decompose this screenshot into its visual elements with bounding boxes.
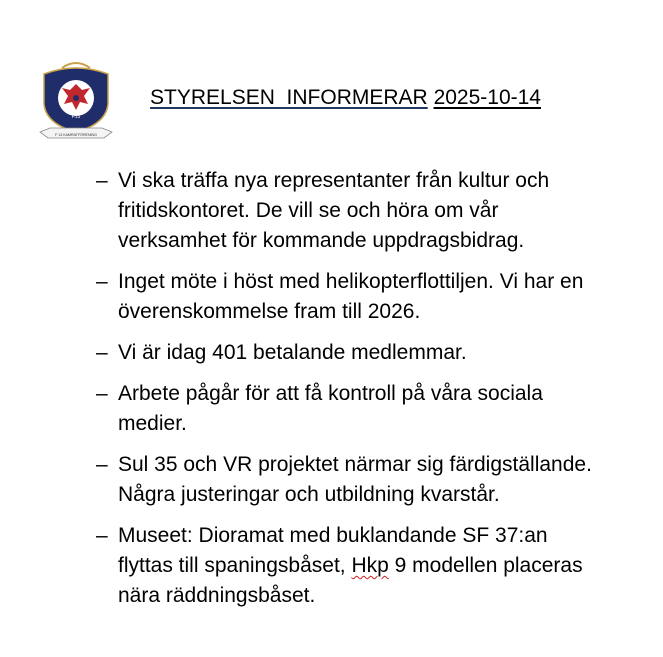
- club-crest-logo: [38, 58, 114, 144]
- bullet-dash: –: [96, 524, 108, 547]
- crest-banner-text: F 13 KAMRATFÖRENING: [55, 133, 97, 137]
- spellcheck-flagged-word[interactable]: Hkp: [351, 554, 389, 577]
- bullet-dash: –: [96, 382, 108, 405]
- bullet-text-after: 9 modellen placeras nära räddningsbåset.: [118, 554, 583, 607]
- bullet-text: Vi ska träffa nya representanter från kultur och fritidskontoret. De vill se och höra om vår verksamhet för kommande uppdragsbidrag.: [118, 169, 550, 252]
- title-date: 2025-10-14: [433, 86, 541, 109]
- crest-center-text: F13: [71, 114, 81, 120]
- list-item: [96, 379, 596, 439]
- bullet-text: [118, 524, 583, 607]
- bullet-dash: –: [96, 270, 108, 293]
- list-item: [96, 338, 596, 368]
- bullet-text-before: Museet: Dioramat med buklandande SF 37:an flyttas till spaningsbåset,: [118, 524, 548, 577]
- bullet-dash: –: [96, 169, 108, 192]
- bullet-text: Sul 35 och VR projektet närmar sig färdigställande. Några justeringar och utbildning kvarstår.: [118, 453, 592, 506]
- bullet-dash: –: [96, 453, 108, 476]
- bullet-dash: –: [96, 341, 108, 364]
- bullet-text: Arbete pågår för att få kontroll på våra sociala medier.: [118, 382, 543, 435]
- list-item: [96, 450, 596, 510]
- list-item: [96, 166, 596, 256]
- list-item: [96, 521, 596, 611]
- list-item: [96, 267, 596, 327]
- page-title: [150, 86, 541, 110]
- bullet-list: [96, 166, 596, 622]
- bullet-text: Vi är idag 401 betalande medlemmar.: [118, 341, 467, 364]
- crest-icon: [38, 58, 114, 144]
- title-main: STYRELSEN INFORMERAR: [150, 86, 428, 109]
- bullet-text: Inget möte i höst med helikopterflottiljen. Vi har en överenskommelse fram till 2026.: [118, 270, 584, 323]
